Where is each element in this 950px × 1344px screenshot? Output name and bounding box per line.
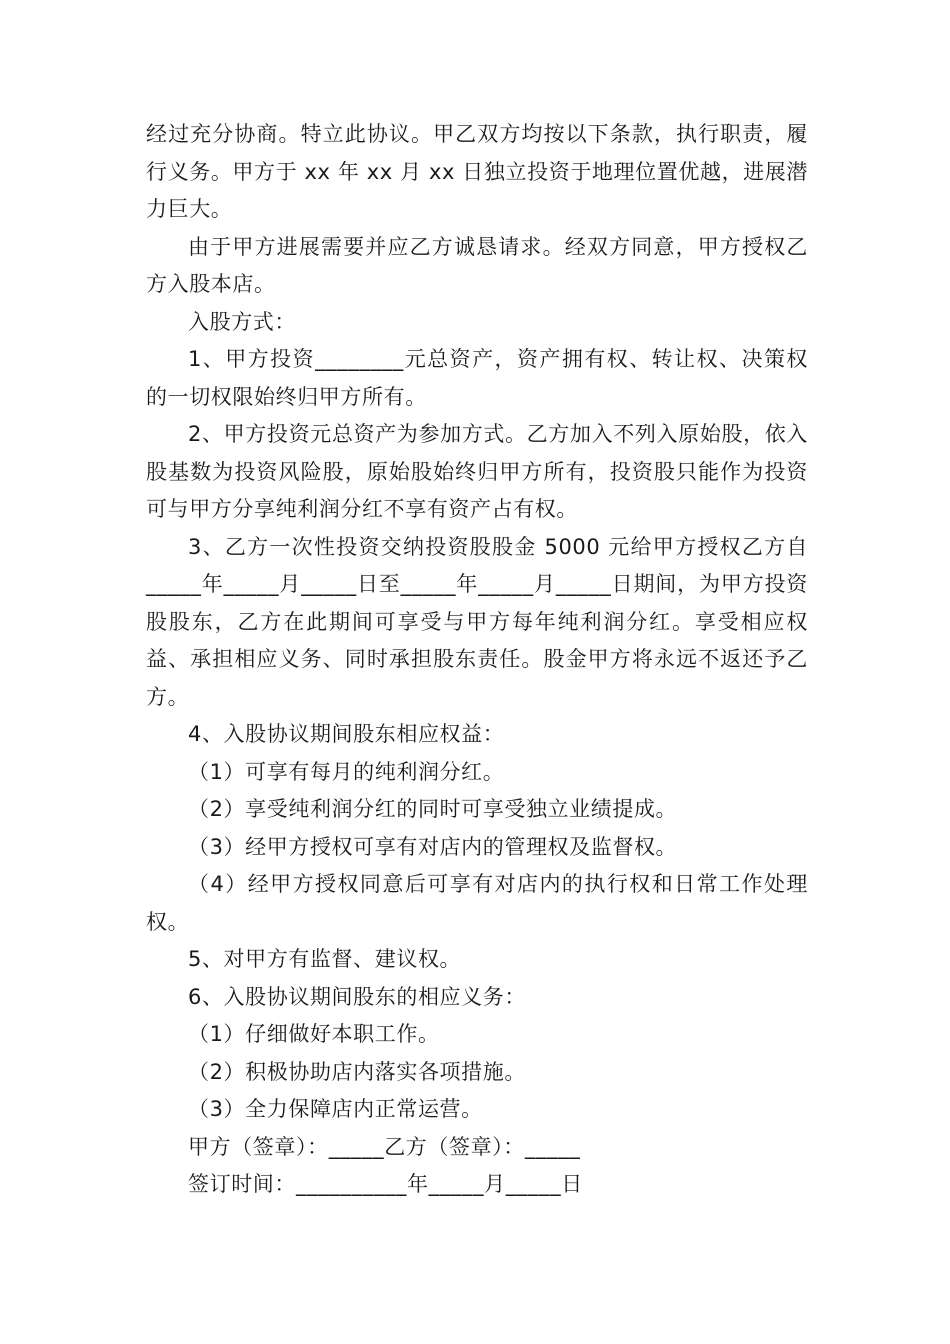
clause-4-item-2: （2）享受纯利润分红的同时可享受独立业绩提成。 [188,797,678,821]
clause-6-item-2: （2）积极协助店内落实各项措施。 [188,1059,526,1084]
clause-3: 3、乙方一次性投资交纳投资股股金 5000 元给甲方授权乙方自_____年_____月_____日至_____年_____月_____日期间，为甲方投资股股东，乙方在此期间可享受与甲方每年纯利润分红。享受相应权益、承担相应义务、同时承担股东责任。股金甲方将永远不返还予乙方。 [146,534,808,709]
paragraph-intro: 经过充分协商。特立此协议。甲乙双方均按以下条款，执行职责，履行义务。甲方于 xx 年 xx 月 xx 日独立投资于地理位置优越，进展潜力巨大。 [146,122,808,221]
clause-1: 1、甲方投资________元总资产，资产拥有权、转让权、决策权的一切权限始终归甲方所有。 [146,347,808,409]
paragraph-authorization: 由于甲方进展需要并应乙方诚恳请求。经双方同意，甲方授权乙方入股本店。 [146,234,808,296]
clause-4-item-1: （1）可享有每月的纯利润分红。 [188,759,505,784]
clause-4-item-3: （3）经甲方授权可享有对店内的管理权及监督权。 [188,834,678,859]
clause-5: 5、对甲方有监督、建议权。 [188,947,462,971]
clause-4-heading: 4、入股协议期间股东相应权益： [188,722,505,746]
clause-6-item-1: （1）仔细做好本职工作。 [188,1022,440,1046]
clause-6-heading: 6、入股协议期间股东的相应义务： [188,984,526,1009]
signature-line: 甲方（签章）：_____乙方（签章）：_____ [188,1134,581,1159]
clause-2: 2、甲方投资元总资产为参加方式。乙方加入不列入原始股，依入股基数为投资风险股，原始股始终归甲方所有，投资股只能作为投资可与甲方分享纯利润分红不享有资产占有权。 [146,422,808,521]
signing-date-line: 签订时间：__________年_____月_____日 [188,1172,583,1196]
section-heading-investment-method: 入股方式： [188,309,296,334]
clause-6-item-3: （3）全力保障店内正常运营。 [188,1097,483,1121]
clause-4-item-4: （4）经甲方授权同意后可享有对店内的执行权和日常工作处理权。 [146,872,808,934]
document-page [146,116,808,1204]
